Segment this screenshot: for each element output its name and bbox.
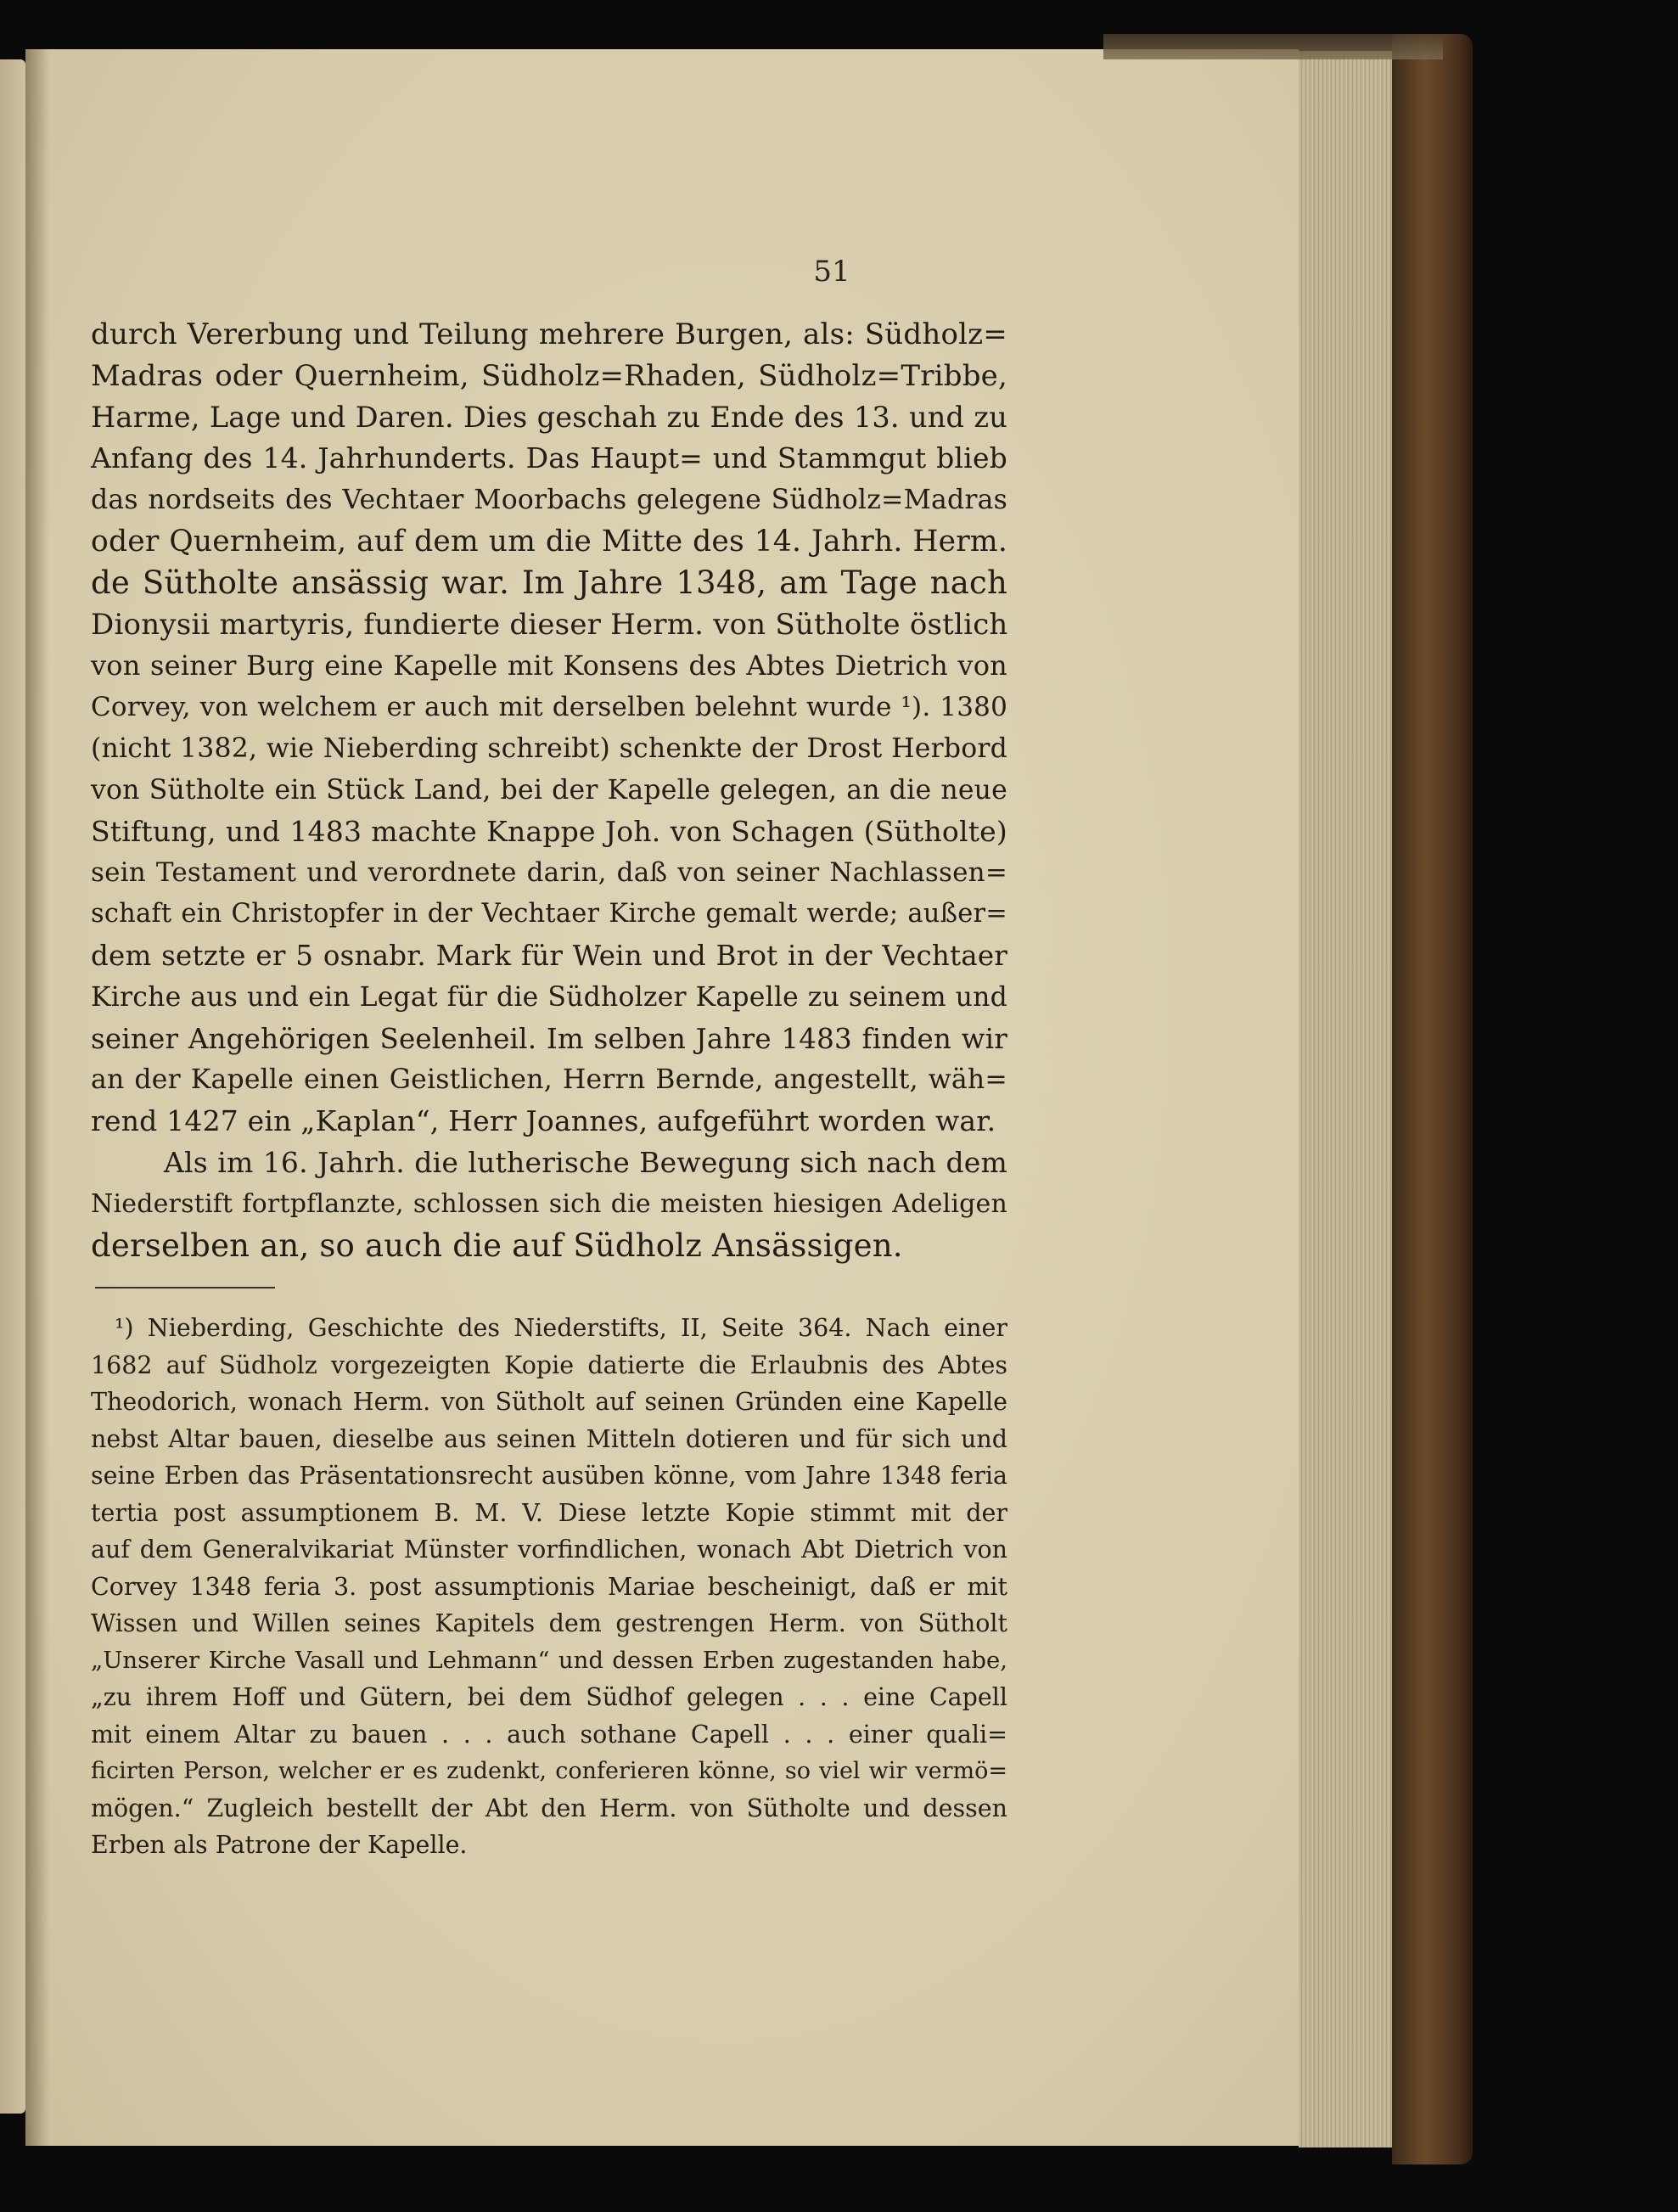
text-line: schaft ein Christopfer in der Vechtaer Kirche gemalt werde; außer= — [91, 899, 1007, 929]
footnote-line: mit einem Altar zu bauen . . . auch sothane Capell . . . einer quali= — [91, 1720, 1007, 1749]
book-cover-edge — [1392, 34, 1473, 2164]
page-gutter-shadow — [25, 49, 49, 2146]
footnote-line: tertia post assumptionem B. M. V. Diese letzte Kopie stimmt mit der — [91, 1498, 1007, 1527]
text-line: Corvey, von welchem er auch mit derselben belehnt wurde ¹). 1380 — [91, 692, 1007, 723]
text-line: rend 1427 ein „Kaplan“, Herr Joannes, aufgeführt worden war. — [91, 1104, 996, 1138]
text-line: durch Vererbung und Teilung mehrere Burgen, als: Südholz= — [91, 317, 1007, 351]
footnote-line: Corvey 1348 feria 3. post assumptionis Mariae bescheinigt, daß er mit — [91, 1572, 1007, 1601]
footnote-line: ¹) Nieberding, Geschichte des Niederstifts, II, Seite 364. Nach einer — [115, 1314, 1007, 1342]
text-line: von seiner Burg eine Kapelle mit Konsens des Abtes Dietrich von — [91, 649, 1007, 682]
text-line: seiner Angehörigen Seelenheil. Im selben Jahre 1483 finden wir — [91, 1022, 1007, 1055]
page-number: 51 — [813, 255, 850, 289]
text-line: dem setzte er 5 osnabr. Mark für Wein und Brot in der Vechtaer — [91, 939, 1007, 972]
text-line: Kirche aus und ein Legat für die Südholzer Kapelle zu seinem und — [91, 981, 1007, 1013]
text-line: (nicht 1382, wie Nieberding schreibt) schenkte der Drost Herbord — [91, 733, 1007, 764]
text-line: de Sütholte ansässig war. Im Jahre 1348, am Tage nach — [91, 564, 1007, 601]
footnote-divider — [95, 1287, 275, 1288]
body-text — [91, 314, 1007, 1266]
page-stack-edge — [1299, 51, 1400, 2147]
text-line: Harme, Lage und Daren. Dies geschah zu Ende des 13. und zu — [91, 400, 1007, 434]
footnote-line: Erben als Patrone der Kapelle. — [91, 1831, 468, 1859]
footnote-line: nebst Altar bauen, dieselbe aus seinen Mitteln dotieren und für sich und — [91, 1424, 1007, 1453]
text-line: an der Kapelle einen Geistlichen, Herrn Bernde, angestellt, wäh= — [91, 1064, 1007, 1096]
text-line: Als im 16. Jahrh. die lutherische Bewegung sich nach dem — [164, 1145, 1007, 1179]
footnote-line: „zu ihrem Hoff und Gütern, bei dem Südhof gelegen . . . eine Capell — [91, 1683, 1007, 1711]
text-line: Anfang des 14. Jahrhunderts. Das Haupt= und Stammgut blieb — [91, 441, 1007, 475]
text-line: Dionysii martyris, fundierte dieser Herm. von Sütholte östlich — [91, 607, 1008, 642]
footnote-line: Wissen und Willen seines Kapitels dem gestrengen Herm. von Sütholt — [91, 1609, 1007, 1637]
footnote-line: auf dem Generalvikariat Münster vorfindlichen, wonach Abt Dietrich von — [91, 1535, 1007, 1564]
text-line: Madras oder Quernheim, Südholz=Rhaden, Südholz=Tribbe, — [91, 358, 1007, 393]
text-line: derselben an, so auch die auf Südholz Ansässigen. — [91, 1227, 903, 1264]
footnote-line: ficirten Person, welcher er es zudenkt, conferieren könne, so viel wir vermö= — [91, 1758, 1007, 1784]
book-top-rim — [1103, 34, 1443, 59]
text-line: sein Testament und verordnete darin, daß von seiner Nachlassen= — [91, 857, 1007, 889]
footnote-block — [91, 1310, 1007, 1864]
footnote-line: „Unserer Kirche Vasall und Lehmann“ und dessen Erben zugestanden habe, — [91, 1646, 1007, 1674]
text-line: von Sütholte ein Stück Land, bei der Kapelle gelegen, an die neue — [91, 774, 1007, 806]
text-line: Niederstift fortpflanzte, schlossen sich die meisten hiesigen Adeligen — [91, 1188, 1007, 1219]
footnote-line: Theodorich, wonach Herm. von Sütholt auf seinen Gründen eine Kapelle — [91, 1388, 1007, 1416]
footnote-line: seine Erben das Präsentationsrecht ausüben könne, vom Jahre 1348 feria — [91, 1462, 1007, 1490]
text-line: oder Quernheim, auf dem um die Mitte des 14. Jahrh. Herm. — [91, 524, 1007, 559]
footnote-line: mögen.“ Zugleich bestellt der Abt den Herm. von Sütholte und dessen — [91, 1794, 1007, 1822]
left-page-edge — [0, 59, 25, 2114]
text-line: Stiftung, und 1483 machte Knappe Joh. von Schagen (Sütholte) — [91, 814, 1007, 848]
footnote-line: 1682 auf Südholz vorgezeigten Kopie datierte die Erlaubnis des Abtes — [91, 1350, 1007, 1379]
text-line: das nordseits des Vechtaer Moorbachs gelegene Südholz=Madras — [91, 485, 1007, 516]
